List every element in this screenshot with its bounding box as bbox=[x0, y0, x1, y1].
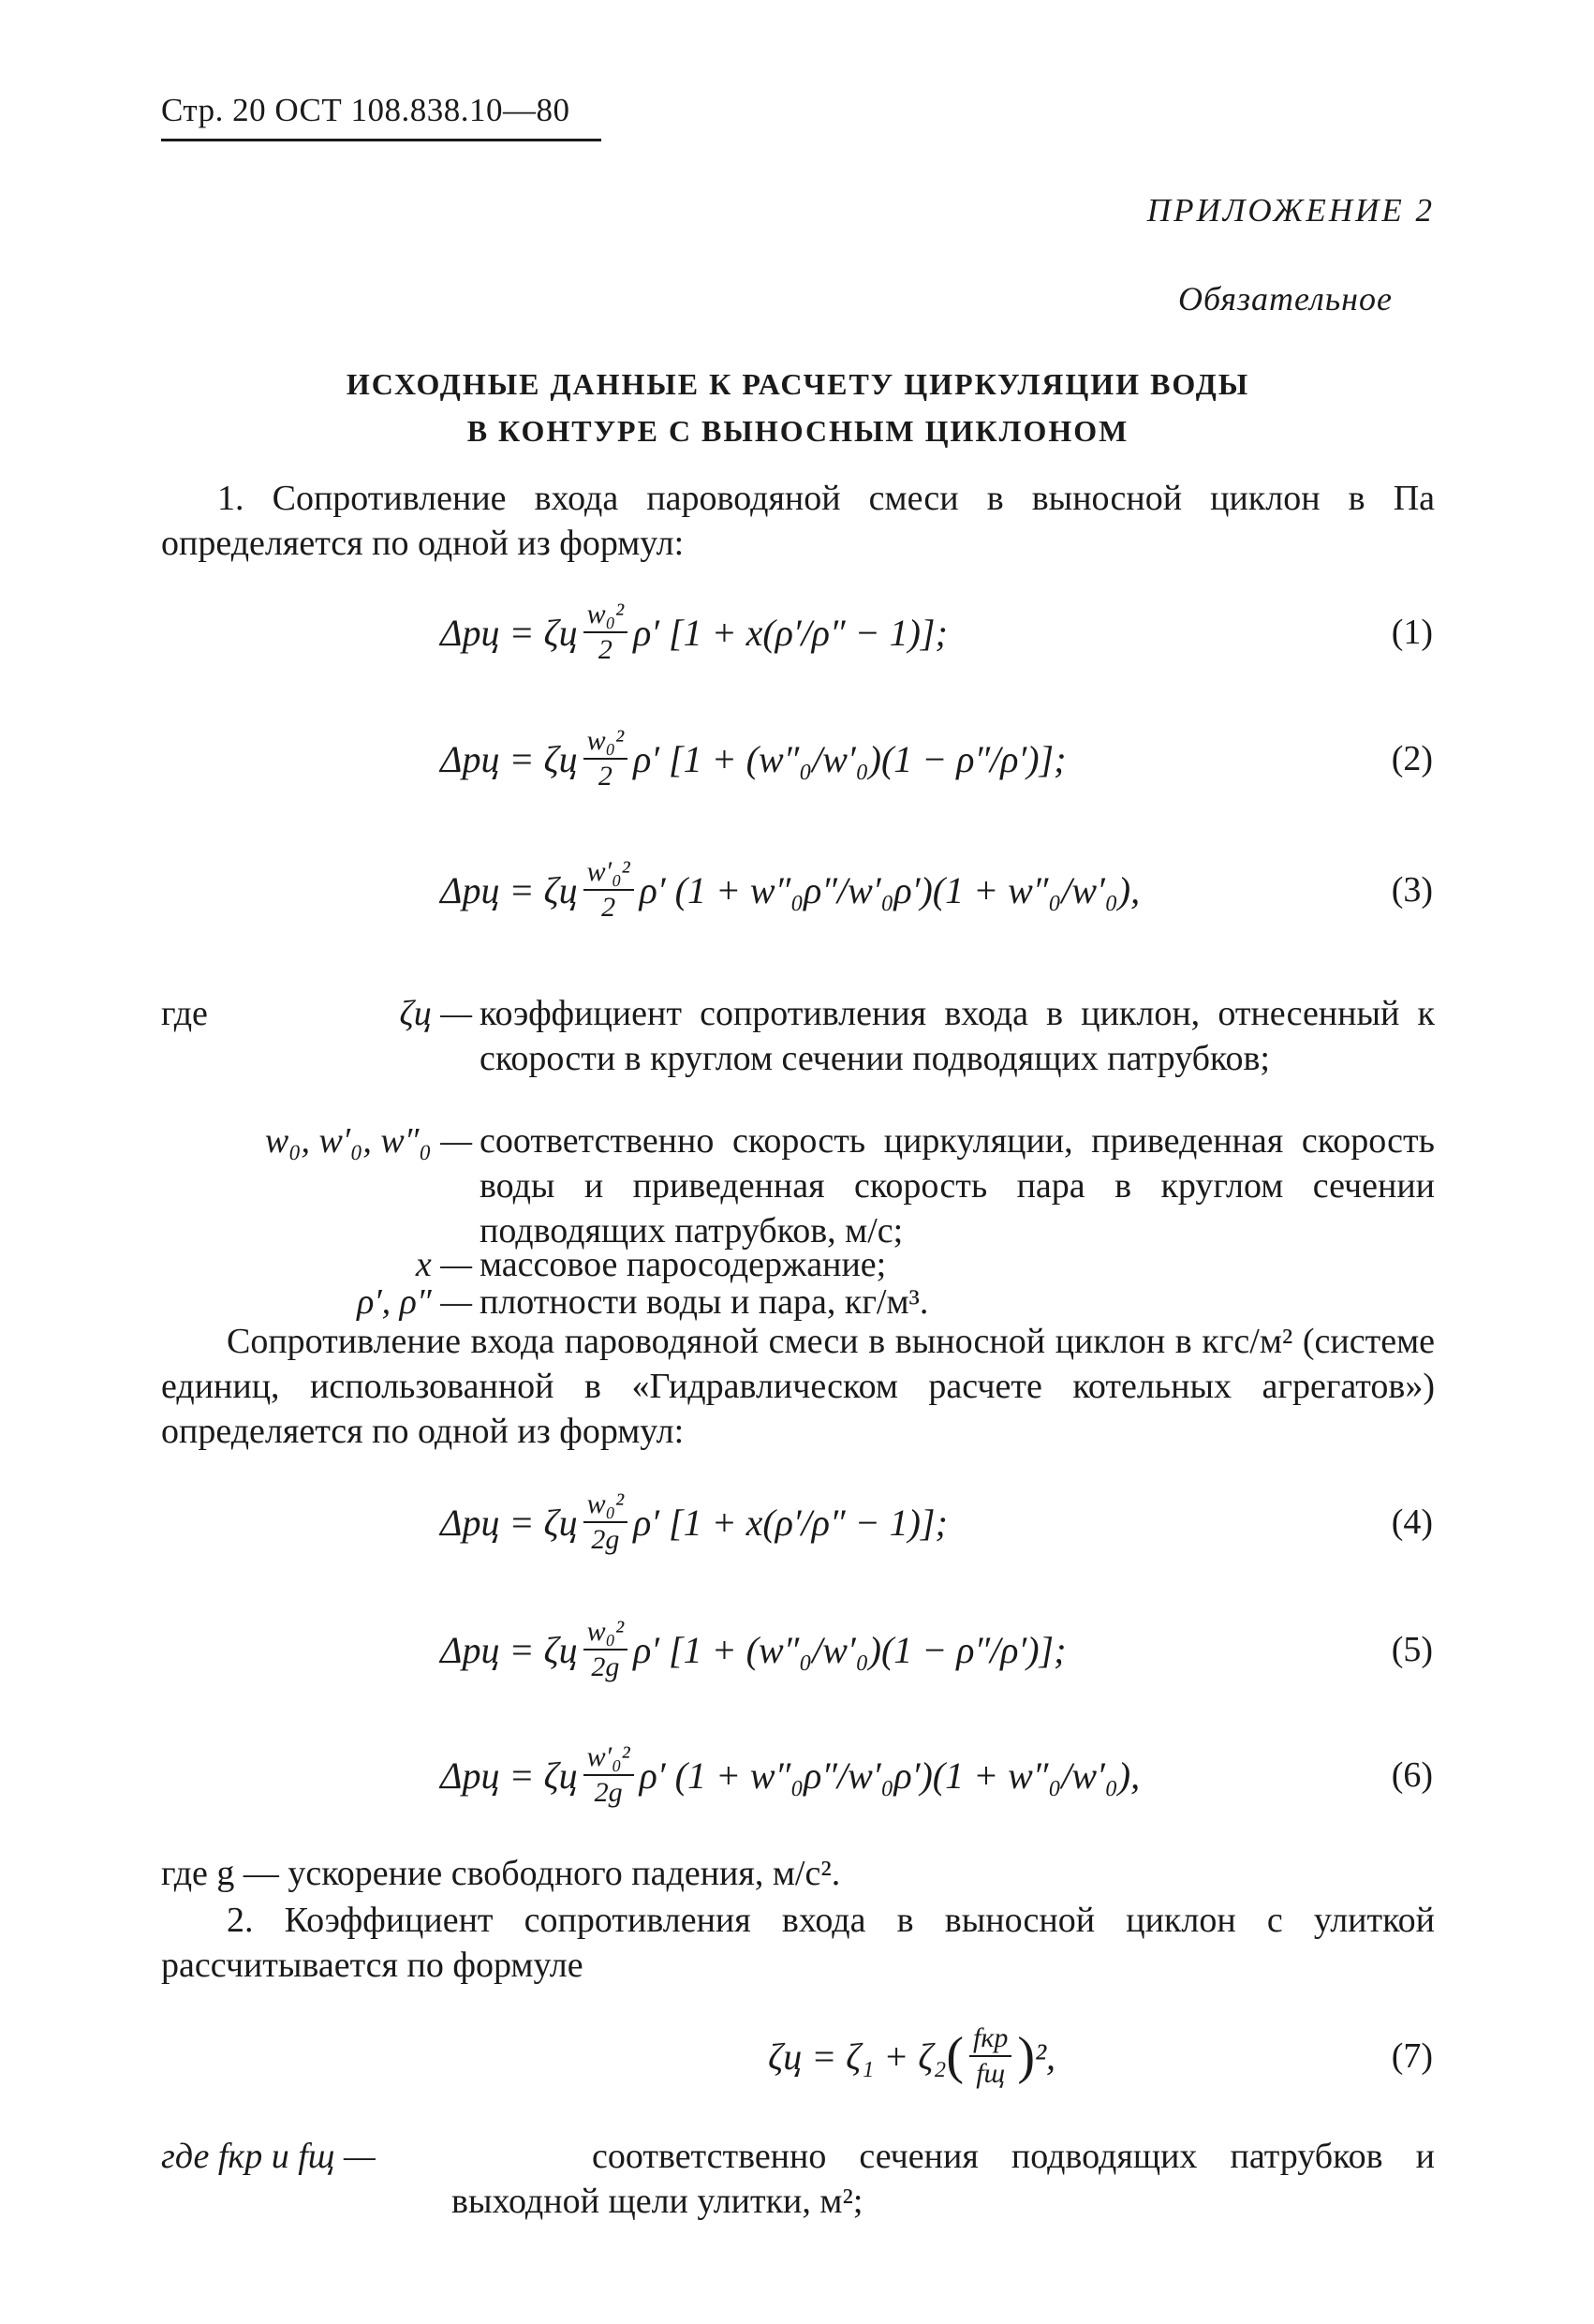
left-paren: ( bbox=[946, 2027, 965, 2085]
fraction-denominator: 2 bbox=[598, 761, 613, 792]
fraction-denominator: 2g bbox=[591, 1524, 620, 1555]
equation-number: (4) bbox=[1391, 1502, 1433, 1542]
definition-symbol: ρ′, ρ″ — bbox=[357, 1282, 472, 1322]
section-title-line-1: ИСХОДНЫЕ ДАННЫЕ К РАСЧЕТУ ЦИРКУЛЯЦИИ ВОДЫ bbox=[346, 367, 1250, 401]
fraction-denominator: 2 bbox=[601, 892, 616, 923]
equation-lhs: Δpц = ζц bbox=[440, 868, 578, 911]
equation-tail: ², bbox=[1035, 2035, 1056, 2078]
fraction-denominator: 2g bbox=[591, 1651, 620, 1682]
equation-lhs: ζц = ζ₁ + ζ₂ bbox=[768, 2035, 947, 2078]
definition-text: плотности воды и пара, кг/м³. bbox=[480, 1282, 929, 1322]
equation-1 bbox=[440, 581, 1433, 684]
fraction-numerator: w′₀² bbox=[583, 855, 634, 891]
equation-6 bbox=[440, 1724, 1433, 1827]
fraction bbox=[583, 1488, 627, 1557]
equation-body: ρ′ [1 + (w″₀/w′₀)(1 − ρ″/ρ′)]; bbox=[633, 737, 1067, 780]
definition-symbol: ζц — bbox=[399, 994, 472, 1033]
page-reference: Стр. 20 ОСТ 108.838.10—80 bbox=[161, 92, 570, 128]
equation-number: (2) bbox=[1391, 739, 1433, 778]
definition-text: соответственно скорость циркуляции, приведенная скорость воды и приведенная скорость пара в круглом сечении подводящих патрубков, м/с; bbox=[480, 1121, 1435, 1251]
definition-text: коэффициент сопротивления входа в циклон, отнесенный к скорости в круглом сечении подводящих патрубков; bbox=[480, 994, 1435, 1078]
equation-number: (6) bbox=[1391, 1755, 1433, 1795]
right-paren: ) bbox=[1017, 2027, 1036, 2085]
equation-number: (7) bbox=[1391, 2036, 1433, 2076]
fraction-numerator: w′₀² bbox=[583, 1740, 634, 1776]
equation-body: ρ′ [1 + x(ρ′/ρ″ − 1)]; bbox=[633, 611, 948, 654]
definition-symbol: где fкр и fщ — bbox=[161, 2137, 376, 2176]
equation-body: ρ′ [1 + (w″₀/w′₀)(1 − ρ″/ρ′)]; bbox=[633, 1628, 1067, 1671]
header-rule bbox=[161, 139, 601, 141]
equation-2 bbox=[440, 707, 1433, 810]
equation-body: ρ′ (1 + w″₀ρ″/w′₀ρ′)(1 + w″₀/w′₀), bbox=[639, 868, 1141, 911]
fraction bbox=[583, 1740, 634, 1810]
g-definition: где g — ускорение свободного падения, м/с². bbox=[161, 1854, 841, 1893]
equation-number: (5) bbox=[1391, 1630, 1433, 1669]
equation-4 bbox=[440, 1471, 1433, 1574]
equation-number: (1) bbox=[1391, 613, 1433, 652]
page-header bbox=[161, 92, 570, 129]
fraction-denominator: 2 bbox=[598, 634, 613, 665]
equation-lhs: Δpц = ζц bbox=[440, 1501, 578, 1544]
paragraph-kgf-intro: Сопротивление входа пароводяной смеси в выносной циклон в кгс/м² (системе единиц, использованной в «Гидравлическом расчете котельных агрегатов») определяется по одной из формул: bbox=[161, 1322, 1435, 1451]
definition-symbol: w₀, w′₀, w″₀ — bbox=[264, 1121, 472, 1161]
equation-number: (3) bbox=[1391, 870, 1433, 910]
equation-5 bbox=[440, 1598, 1433, 1701]
fraction-numerator: w₀² bbox=[583, 1488, 627, 1523]
definition-text: массовое паросодержание; bbox=[480, 1245, 887, 1284]
paragraph-1-intro: 1. Сопротивление входа пароводяной смеси в выносной циклон в Па определяется по одной из формул: bbox=[161, 479, 1435, 563]
equation-lhs: Δpц = ζц bbox=[440, 1628, 578, 1671]
paragraph-2-intro: 2. Коэффициент сопротивления входа в выносной циклон с улиткой рассчитывается по формуле bbox=[161, 1901, 1435, 1985]
equation-lhs: Δpц = ζц bbox=[440, 737, 578, 780]
fraction bbox=[969, 2021, 1011, 2091]
definition-symbol: x — bbox=[415, 1245, 472, 1284]
fraction-numerator: w₀² bbox=[583, 1615, 627, 1650]
equation-body: ρ′ (1 + w″₀ρ″/w′₀ρ′)(1 + w″₀/w′₀), bbox=[639, 1754, 1141, 1797]
appendix-label: ПРИЛОЖЕНИЕ 2 bbox=[1146, 192, 1435, 229]
fraction-numerator: w₀² bbox=[583, 598, 627, 633]
equation-body: ρ′ [1 + x(ρ′/ρ″ − 1)]; bbox=[633, 1501, 948, 1544]
fraction bbox=[583, 724, 627, 793]
fraction-denominator: fщ bbox=[976, 2058, 1006, 2089]
fraction bbox=[583, 855, 634, 925]
equation-lhs: Δpц = ζц bbox=[440, 611, 578, 654]
fraction-numerator: w₀² bbox=[583, 724, 627, 760]
definition-text: соответственно сечения подводящих патрубков и выходной щели улитки, м²; bbox=[451, 2137, 1435, 2221]
equation-3 bbox=[440, 838, 1433, 941]
equation-7 bbox=[768, 2005, 1433, 2108]
section-title-line-2: В КОНТУРЕ С ВЫНОСНЫМ ЦИКЛОНОМ bbox=[466, 414, 1129, 448]
fraction bbox=[583, 1615, 627, 1684]
fraction-numerator: fкр bbox=[969, 2021, 1011, 2057]
fraction-denominator: 2g bbox=[594, 1777, 623, 1808]
equation-lhs: Δpц = ζц bbox=[440, 1754, 578, 1797]
appendix-status: Обязательное bbox=[1178, 280, 1393, 318]
where-label: где bbox=[161, 994, 208, 1033]
fraction bbox=[583, 598, 627, 667]
